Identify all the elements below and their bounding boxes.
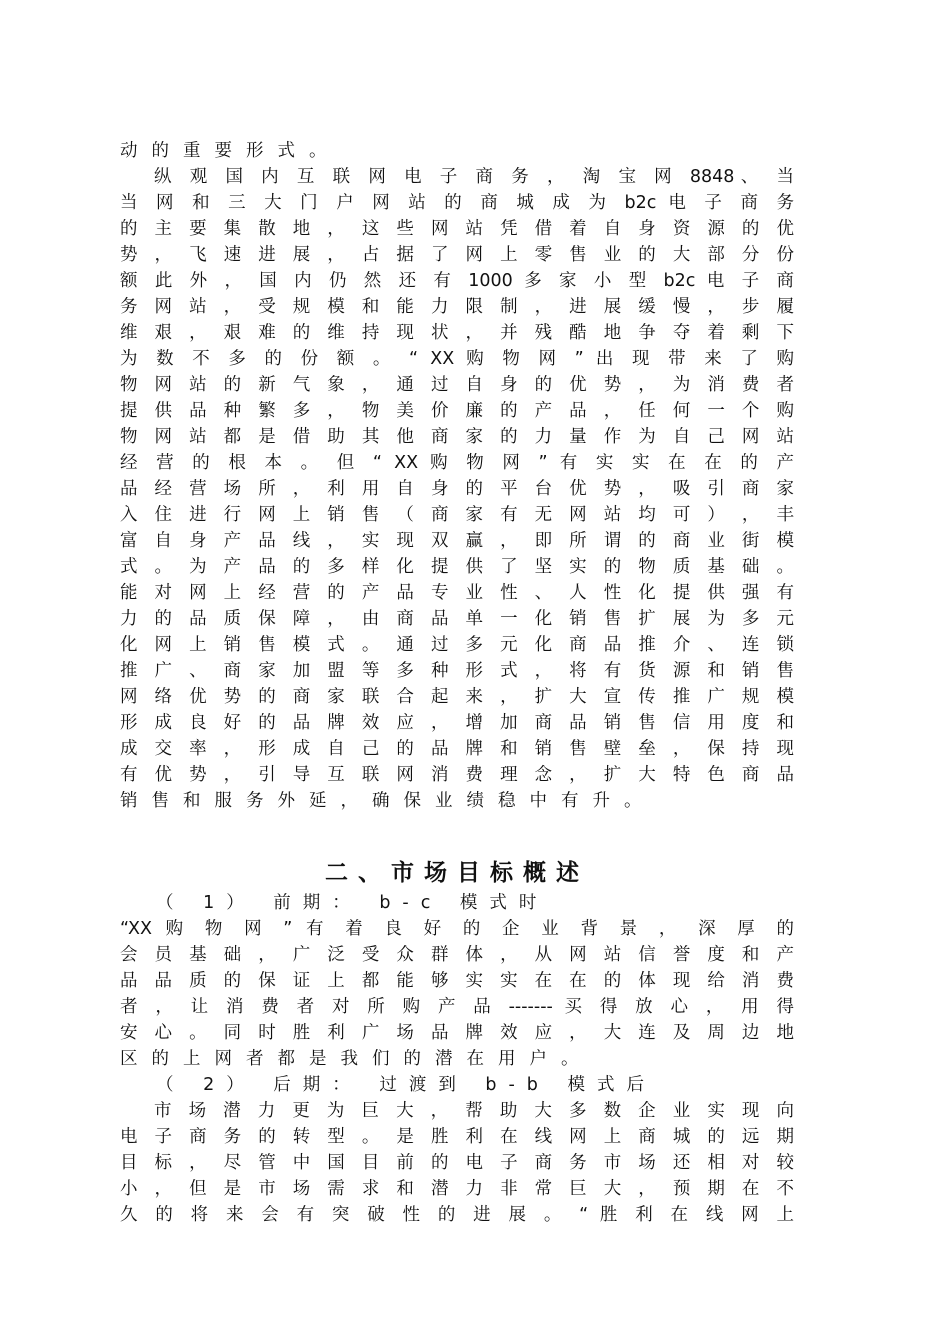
paragraph-line: 的 主 要 集 散 地 ， 这 些 网 站 凭 借 着 自 身 资 源 的 优 — [120, 219, 794, 239]
paragraph-line: 动的重要形式。 — [120, 141, 341, 161]
paragraph-line: 式 。 为 产 品 的 多 样 化 提 供 了 坚 实 的 物 质 基 础 。 — [120, 557, 794, 577]
paragraph-line: 纵 观 国 内 互 联 网 电 子 商 务 ， 淘 宝 网 8848、 当 — [154, 167, 794, 187]
paragraph-line: 成 交 率 ， 形 成 自 己 的 品 牌 和 销 售 壁 垒 ， 保 持 现 — [120, 739, 794, 759]
paragraph-line: 推 广 、 商 家 加 盟 等 多 种 形 式 ， 将 有 货 源 和 销 售 — [120, 661, 794, 681]
paragraph-line: 物 网 站 的 新 气 象 ， 通 过 自 身 的 优 势 ， 为 消 费 者 — [120, 375, 794, 395]
paragraph-line: 会 员 基 础 ， 广 泛 受 众 群 体 ， 从 网 站 信 誉 度 和 产 — [120, 945, 794, 965]
paragraph-line: 目 标 ， 尽 管 中 国 目 前 的 电 子 商 务 市 场 还 相 对 较 — [120, 1153, 794, 1173]
paragraph-line: 额 此 外 ， 国 内 仍 然 还 有 1000 多 家 小 型 b2c 电 子 商 — [120, 271, 794, 291]
paragraph-line: 销售和服务外延，确保业绩稳中有升。 — [120, 791, 656, 811]
paragraph-line: 电 子 商 务 的 转 型 。 是 胜 利 在 线 网 上 商 城 的 远 期 — [120, 1127, 794, 1147]
paragraph-line: 为 数 不 多 的 份 额 。 “ XX 购 物 网 ” 出 现 带 来 了 购 — [120, 349, 794, 369]
body-text-section-1 — [120, 138, 794, 814]
paragraph-line: 势 ， 飞 速 进 展 ， 占 据 了 网 上 零 售 业 的 大 部 分 份 — [120, 245, 794, 265]
subheading-phase-2: （ 2） 后期： 过渡到 b-b 模式后 — [156, 1075, 656, 1095]
paragraph-line: 区的上网者都是我们的潜在用户。 — [120, 1049, 593, 1069]
paragraph-line: 久 的 将 来 会 有 突 破 性 的 进 展 。 “ 胜 利 在 线 网 上 — [120, 1205, 794, 1225]
paragraph-line: 物 网 站 都 是 借 助 其 他 商 家 的 力 量 作 为 自 己 网 站 — [120, 427, 794, 447]
paragraph-line: 形 成 良 好 的 品 牌 效 应 ， 增 加 商 品 销 售 信 用 度 和 — [120, 713, 794, 733]
paragraph-line: 力 的 品 质 保 障 ， 由 商 品 单 一 化 销 售 扩 展 为 多 元 — [120, 609, 794, 629]
paragraph-line: 市 场 潜 力 更 为 巨 大 ， 帮 助 大 多 数 企 业 实 现 向 — [154, 1101, 794, 1121]
paragraph-line: 小 ， 但 是 市 场 需 求 和 潜 力 非 常 巨 大 ， 预 期 在 不 — [120, 1179, 794, 1199]
paragraph-line: 品 品 质 的 保 证 上 都 能 够 实 实 在 在 的 体 现 给 消 费 — [120, 971, 794, 991]
paragraph-line: 网 络 优 势 的 商 家 联 合 起 来 ， 扩 大 宣 传 推 广 规 模 — [120, 687, 794, 707]
paragraph-line: 维 艰 ， 艰 难 的 维 持 现 状 ， 并 残 酷 地 争 夺 着 剩 下 — [120, 323, 794, 343]
paragraph-line: 提 供 品 种 繁 多 ， 物 美 价 廉 的 产 品 ， 任 何 一 个 购 — [120, 401, 794, 421]
paragraph-line: 者 ， 让 消 费 者 对 所 购 产 品 ------- 买 得 放 心 ， 用 得 — [120, 997, 794, 1017]
paragraph-line: 务 网 站 ， 受 规 模 和 能 力 限 制 ， 进 展 缓 慢 ， 步 履 — [120, 297, 794, 317]
paragraph-line: 安 心 。 同 时 胜 利 广 场 品 牌 效 应 ， 大 连 及 周 边 地 — [120, 1023, 794, 1043]
paragraph-line: 有 优 势 ， 引 导 互 联 网 消 费 理 念 ， 扩 大 特 色 商 品 — [120, 765, 794, 785]
paragraph-line: 当 网 和 三 大 门 户 网 站 的 商 城 成 为 b2c 电 子 商 务 — [120, 193, 794, 213]
paragraph-line: 经 营 的 根 本 。 但 “ XX 购 物 网 ” 有 实 实 在 在 的 产 — [120, 453, 794, 473]
paragraph-line: 入 住 进 行 网 上 销 售 （ 商 家 有 无 网 站 均 可 ） ， 丰 — [120, 505, 794, 525]
subheading-phase-1: （ 1） 前期： b-c 模式时 — [156, 893, 549, 913]
paragraph-line: 化 网 上 销 售 模 式 。 通 过 多 元 化 商 品 推 介 、 连 锁 — [120, 635, 794, 655]
paragraph-line: 富 自 身 产 品 线 ， 实 现 双 赢 ， 即 所 谓 的 商 业 街 模 — [120, 531, 794, 551]
paragraph-line: 能 对 网 上 经 营 的 产 品 专 业 性 、 人 性 化 提 供 强 有 — [120, 583, 794, 603]
body-text-section-2 — [120, 890, 794, 1228]
paragraph-line: “XX 购 物 网 ” 有 着 良 好 的 企 业 背 景 ， 深 厚 的 — [120, 919, 794, 939]
section-heading: 二、市场目标概述 — [325, 860, 589, 886]
paragraph-line: 品 经 营 场 所 ， 利 用 自 身 的 平 台 优 势 ， 吸 引 商 家 — [120, 479, 794, 499]
